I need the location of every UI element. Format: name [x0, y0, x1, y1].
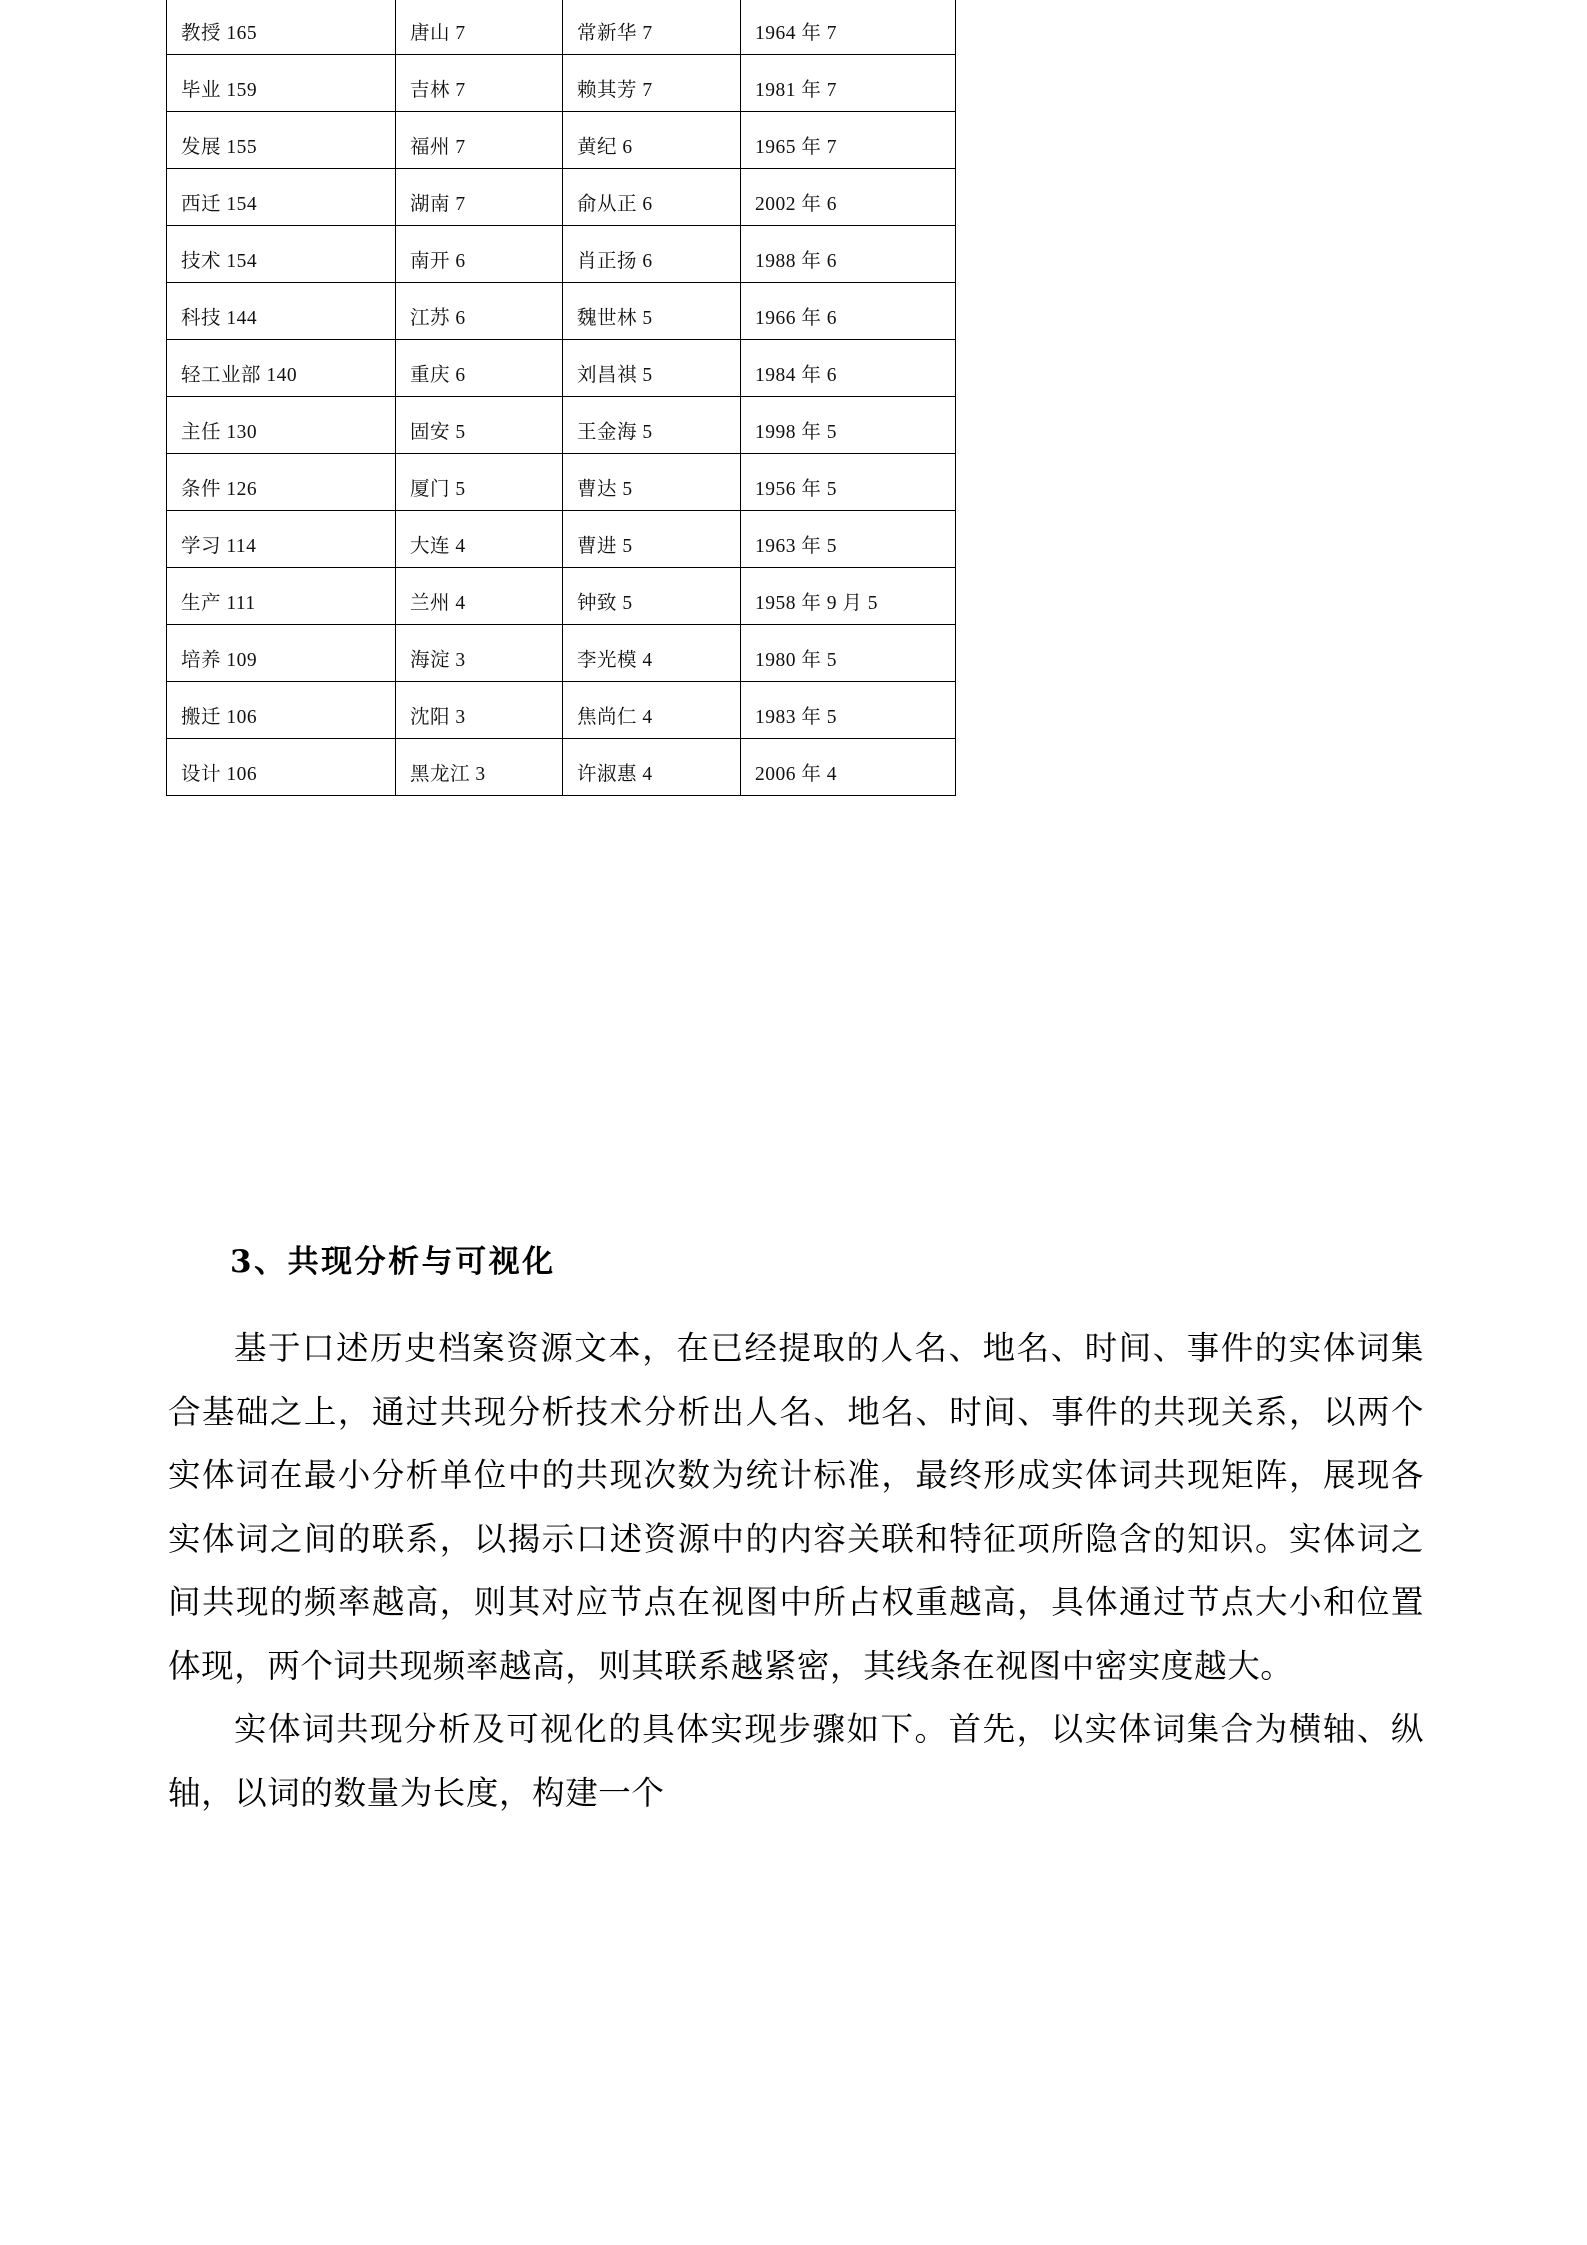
cell-person [563, 169, 741, 226]
cell-text: 曹达 5 [577, 478, 633, 500]
cell-text: 湖南 7 [410, 193, 466, 215]
cell-text: 1964 年 7 [755, 22, 838, 44]
cell-time [741, 511, 956, 568]
table-row [167, 340, 956, 397]
cell-term [167, 739, 396, 796]
table-row [167, 568, 956, 625]
section-heading: 3、共现分析与可视化 [230, 1244, 556, 1280]
cell-time [741, 112, 956, 169]
cell-place [396, 625, 563, 682]
cell-text: 1963 年 5 [755, 535, 838, 557]
frequency-table-container [166, 0, 955, 796]
cell-term [167, 625, 396, 682]
cell-person [563, 397, 741, 454]
cell-text: 福州 7 [410, 136, 466, 158]
cell-person [563, 682, 741, 739]
cell-text: 1958 年 9 月 5 [755, 592, 879, 614]
cell-term [167, 55, 396, 112]
cell-place [396, 568, 563, 625]
cell-place [396, 397, 563, 454]
cell-time [741, 55, 956, 112]
cell-time [741, 169, 956, 226]
cell-text: 刘昌祺 5 [577, 364, 653, 386]
cell-term [167, 340, 396, 397]
cell-text: 重庆 6 [410, 364, 466, 386]
cell-place [396, 682, 563, 739]
cell-place [396, 169, 563, 226]
cell-time [741, 739, 956, 796]
cell-text: 技术 154 [181, 250, 258, 272]
cell-text: 大连 4 [410, 535, 466, 557]
cell-text: 发展 155 [181, 136, 258, 158]
cell-text: 轻工业部 140 [181, 364, 298, 386]
cell-term [167, 397, 396, 454]
table-row [167, 112, 956, 169]
cell-term [167, 0, 396, 55]
cell-place [396, 226, 563, 283]
cell-text: 教授 165 [181, 22, 258, 44]
paragraph: 实体词共现分析及可视化的具体实现步骤如下。首先，以实体词集合为横轴、纵轴，以词的数量为长度，构建一个 [168, 1712, 1424, 1812]
table-row [167, 0, 956, 55]
cell-text: 钟致 5 [577, 592, 633, 614]
cell-text: 肖正扬 6 [577, 250, 653, 272]
cell-place [396, 0, 563, 55]
cell-text: 黄纪 6 [577, 136, 633, 158]
cell-term [167, 169, 396, 226]
cell-text: 1956 年 5 [755, 478, 838, 500]
paragraph: 基于口述历史档案资源文本，在已经提取的人名、地名、时间、事件的实体词集合基础之上，通过共现分析技术分析出人名、地名、时间、事件的共现关系，以两个实体词在最小分析单位中的共现次数为统计标准，最终形成实体词共现矩阵，展现各实体词之间的联系，以揭示口述资源中的内容关联和特征项所隐含的知识。实体词之间共现的频率越高，则其对应节点在视图中所占权重越高，具体通过节点大小和位置体现，两个词共现频率越高，则其联系越紧密，其线条在视图中密实度越大。 [168, 1331, 1424, 1685]
cell-person [563, 454, 741, 511]
cell-text: 南开 6 [410, 250, 466, 272]
table-row [167, 511, 956, 568]
body-text-block [168, 1318, 1424, 1826]
cell-person [563, 55, 741, 112]
table-row [167, 55, 956, 112]
cell-term [167, 568, 396, 625]
cell-text: 李光模 4 [577, 649, 653, 671]
cell-time [741, 283, 956, 340]
table-row [167, 625, 956, 682]
cell-text: 俞从正 6 [577, 193, 653, 215]
cell-text: 1966 年 6 [755, 307, 838, 329]
cell-text: 黑龙江 3 [410, 763, 486, 785]
cell-term [167, 454, 396, 511]
cell-text: 搬迁 106 [181, 706, 258, 728]
table-row [167, 739, 956, 796]
cell-person [563, 112, 741, 169]
cell-text: 科技 144 [181, 307, 258, 329]
cell-text: 魏世林 5 [577, 307, 653, 329]
table-row [167, 283, 956, 340]
table-row [167, 454, 956, 511]
cell-person [563, 568, 741, 625]
cell-text: 设计 106 [181, 763, 258, 785]
cell-person [563, 340, 741, 397]
cell-text: 2006 年 4 [755, 763, 838, 785]
cell-text: 许淑惠 4 [577, 763, 653, 785]
cell-place [396, 739, 563, 796]
cell-text: 1983 年 5 [755, 706, 838, 728]
cell-text: 江苏 6 [410, 307, 466, 329]
cell-person [563, 511, 741, 568]
cell-text: 毕业 159 [181, 79, 258, 101]
cell-term [167, 511, 396, 568]
cell-text: 海淀 3 [410, 649, 466, 671]
cell-person [563, 283, 741, 340]
cell-place [396, 340, 563, 397]
cell-text: 生产 111 [181, 592, 256, 614]
cell-term [167, 112, 396, 169]
cell-time [741, 625, 956, 682]
table-row [167, 682, 956, 739]
cell-text: 吉林 7 [410, 79, 466, 101]
cell-text: 厦门 5 [410, 478, 466, 500]
cell-text: 焦尚仁 4 [577, 706, 653, 728]
cell-place [396, 283, 563, 340]
cell-time [741, 0, 956, 55]
cell-term [167, 226, 396, 283]
cell-text: 培养 109 [181, 649, 258, 671]
cell-text: 1981 年 7 [755, 79, 838, 101]
table-body [167, 0, 956, 796]
cell-person [563, 0, 741, 55]
cell-text: 曹进 5 [577, 535, 633, 557]
cell-text: 沈阳 3 [410, 706, 466, 728]
cell-time [741, 682, 956, 739]
table-row [167, 226, 956, 283]
cell-person [563, 625, 741, 682]
cell-text: 2002 年 6 [755, 193, 838, 215]
cell-text: 1980 年 5 [755, 649, 838, 671]
cell-time [741, 454, 956, 511]
cell-text: 条件 126 [181, 478, 258, 500]
table-row [167, 169, 956, 226]
cell-text: 常新华 7 [577, 22, 653, 44]
cell-place [396, 55, 563, 112]
cell-person [563, 739, 741, 796]
cell-time [741, 226, 956, 283]
cell-text: 学习 114 [181, 535, 257, 557]
cell-text: 1965 年 7 [755, 136, 838, 158]
cell-term [167, 682, 396, 739]
cell-time [741, 568, 956, 625]
cell-text: 西迁 154 [181, 193, 258, 215]
cell-time [741, 397, 956, 454]
cell-term [167, 283, 396, 340]
table-row [167, 397, 956, 454]
entity-frequency-table [166, 0, 956, 796]
cell-text: 主任 130 [181, 421, 258, 443]
cell-place [396, 454, 563, 511]
cell-text: 兰州 4 [410, 592, 466, 614]
cell-text: 唐山 7 [410, 22, 466, 44]
cell-person [563, 226, 741, 283]
cell-text: 王金海 5 [577, 421, 653, 443]
cell-text: 1984 年 6 [755, 364, 838, 386]
cell-text: 1988 年 6 [755, 250, 838, 272]
cell-place [396, 511, 563, 568]
cell-text: 固安 5 [410, 421, 466, 443]
cell-place [396, 112, 563, 169]
cell-text: 1998 年 5 [755, 421, 838, 443]
cell-time [741, 340, 956, 397]
cell-text: 赖其芳 7 [577, 79, 653, 101]
